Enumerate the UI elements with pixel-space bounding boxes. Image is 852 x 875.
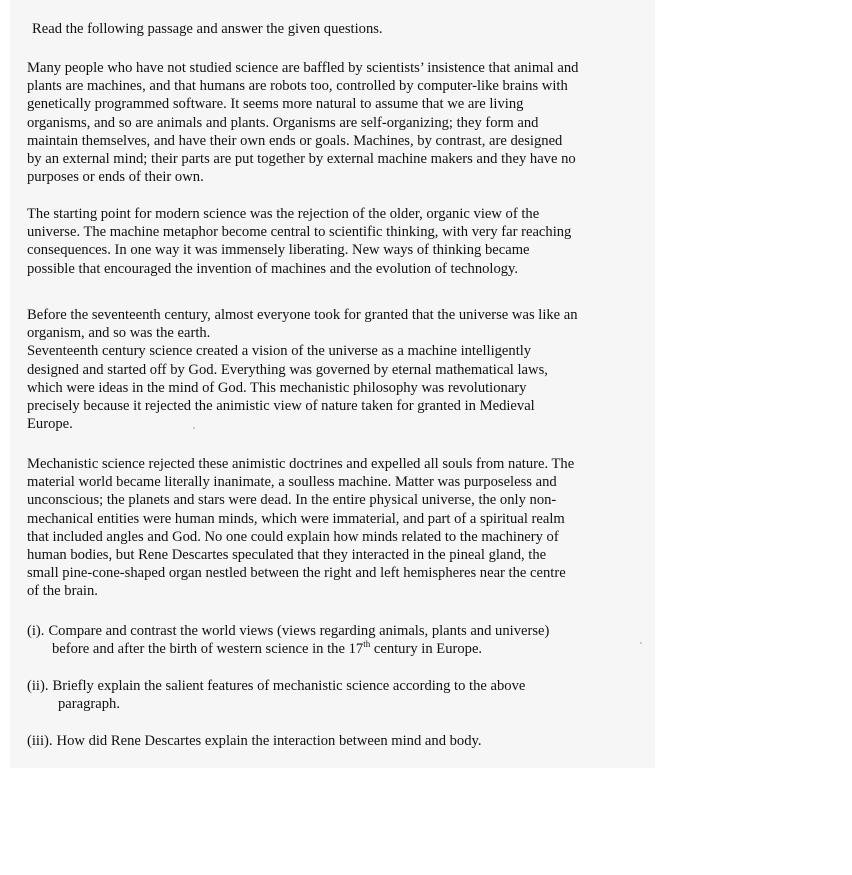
question-text: How did Rene Descartes explain the interaction between mind and body. bbox=[56, 733, 482, 749]
paragraph-line: unconscious; the planets and stars were dead. In the entire physical universe, the only non- bbox=[27, 492, 557, 509]
paragraph-line: consequences. In one way it was immensely liberating. New ways of thinking became bbox=[27, 242, 530, 259]
paragraph-line: mechanical entities were human minds, which were immaterial, and part of a spiritual realm bbox=[27, 510, 565, 527]
paragraph-1 bbox=[27, 59, 578, 186]
question-continuation bbox=[27, 640, 549, 658]
paragraph-line: that included angles and God. No one could explain how minds related to the machinery of bbox=[27, 528, 559, 545]
instruction-text: Read the following passage and answer the given questions. bbox=[32, 21, 383, 37]
question-1 bbox=[27, 622, 549, 658]
paragraph-3 bbox=[27, 306, 578, 433]
paragraph-line: universe. The machine metaphor become central to scientific thinking, with very far reaching bbox=[27, 224, 572, 241]
scan-speck bbox=[640, 642, 642, 644]
question-text-part: century in Europe. bbox=[370, 641, 483, 658]
paragraph-line: of the brain. bbox=[27, 583, 98, 600]
question-text: Compare and contrast the world views (views regarding animals, plants and universe) bbox=[48, 623, 550, 639]
question-continuation: paragraph. bbox=[58, 696, 120, 713]
paragraph-line: organism, and so was the earth. bbox=[27, 325, 211, 342]
superscript-ordinal: th bbox=[363, 639, 371, 650]
paragraph-line: small pine-cone-shaped organ nestled between the right and left hemispheres near the centre bbox=[27, 565, 566, 582]
question-number: (i). bbox=[27, 623, 45, 639]
paragraph-line: purposes or ends of their own. bbox=[27, 169, 204, 186]
paragraph-line: Before the seventeenth century, almost everyone took for granted that the universe was like an bbox=[27, 307, 578, 323]
paragraph-2 bbox=[27, 205, 571, 278]
paragraph-line: Mechanistic science rejected these animistic doctrines and expelled all souls from nature. The bbox=[27, 456, 575, 472]
paragraph-line: Many people who have not studied science are baffled by scientists’ insistence that animal and bbox=[27, 60, 579, 76]
paragraph-line: Europe. bbox=[27, 416, 73, 433]
question-3 bbox=[27, 732, 482, 750]
paragraph-line: by an external mind; their parts are put together by external machine makers and they have no bbox=[27, 151, 576, 168]
question-number: (iii). bbox=[27, 733, 53, 749]
paragraph-line: material world became literally inanimate, a soulless machine. Matter was purposeless and bbox=[27, 474, 557, 491]
paragraph-line: The starting point for modern science was the rejection of the older, organic view of the bbox=[27, 206, 540, 222]
paragraph-4 bbox=[27, 455, 574, 601]
question-text: Briefly explain the salient features of mechanistic science according to the above bbox=[52, 678, 526, 694]
paragraph-line: Seventeenth century science created a vision of the universe as a machine intelligently bbox=[27, 343, 532, 360]
question-number: (ii). bbox=[27, 678, 49, 694]
question-text-part: before and after the birth of western science in the 17 bbox=[52, 641, 364, 658]
paragraph-line: possible that encouraged the invention of machines and the evolution of technology. bbox=[27, 260, 519, 277]
paragraph-line: which were ideas in the mind of God. This mechanistic philosophy was revolutionary bbox=[27, 379, 527, 396]
scan-speck bbox=[193, 427, 195, 429]
paragraph-line: organisms, and so are animals and plants. Organisms are self-organizing; they form and bbox=[27, 114, 539, 131]
question-2 bbox=[27, 677, 525, 713]
paragraph-line: genetically programmed software. It seems more natural to assume that we are living bbox=[27, 96, 524, 113]
paragraph-line: maintain themselves, and have their own ends or goals. Machines, by contrast, are designed bbox=[27, 132, 563, 149]
paragraph-line: designed and started off by God. Everything was governed by eternal mathematical laws, bbox=[27, 361, 548, 378]
paragraph-line: human bodies, but Rene Descartes speculated that they interacted in the pineal gland, the bbox=[27, 547, 547, 564]
paragraph-line: plants are machines, and that humans are robots too, controlled by computer-like brains with bbox=[27, 78, 568, 95]
paragraph-line: precisely because it rejected the animistic view of nature taken for granted in Medieval bbox=[27, 398, 535, 415]
